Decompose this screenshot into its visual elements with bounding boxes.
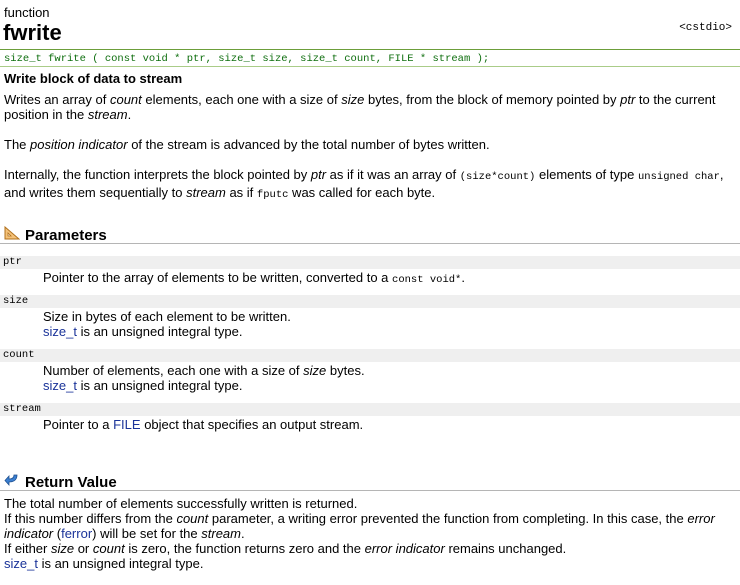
param-ref: count (109, 92, 142, 107)
text: If this number differs from the (4, 511, 177, 526)
parameters-heading (4, 226, 107, 244)
param-ref: count (176, 511, 209, 526)
text: Internally, the function interprets the block pointed by (4, 167, 311, 182)
section-divider (0, 490, 740, 491)
function-summary: Write block of data to stream (4, 71, 183, 86)
term: error indicator (364, 541, 445, 556)
text: is an unsigned integral type. (76, 324, 243, 339)
text: or (74, 541, 93, 556)
function-prototype: size_t fwrite ( const void * ptr, size_t size, size_t count, FILE * stream ); (4, 53, 490, 65)
section-title: Return Value (25, 473, 117, 491)
text: Size in bytes of each element to be written. (43, 309, 291, 324)
inline-code: (size*count) (459, 171, 536, 183)
text: as if it was an array of (326, 167, 460, 182)
triangle-ruler-icon (4, 226, 20, 244)
text: as if (225, 185, 257, 200)
text: ( (53, 526, 62, 541)
term: error indicator (4, 511, 715, 541)
text: The total number of elements successfully written is returned. (4, 496, 358, 511)
param-name-size: size (0, 295, 740, 308)
text: Pointer to a (43, 417, 114, 432)
param-desc-size (43, 309, 291, 339)
param-ref: ptr (620, 92, 636, 107)
term: position indicator (30, 137, 128, 152)
param-ref: size (303, 363, 327, 378)
return-value-heading (4, 473, 117, 491)
header-link[interactable]: <cstdio> (679, 22, 732, 34)
text: If either (4, 541, 51, 556)
param-name-ptr: ptr (0, 256, 740, 269)
title-divider (0, 49, 740, 50)
ferror-link[interactable]: ferror (61, 526, 93, 541)
param-ref: stream (201, 526, 241, 541)
description-paragraph (4, 137, 730, 152)
text: bytes, from the block of memory pointed by (364, 92, 621, 107)
text: Pointer to the array of elements to be written, converted to a (43, 270, 393, 285)
return-arrow-icon (4, 473, 20, 491)
section-divider (0, 243, 740, 244)
text: , and writes them sequentially to (4, 167, 724, 200)
text: object that specifies an output stream. (140, 417, 364, 432)
text: of the stream is advanced by the total number of bytes written. (127, 137, 490, 152)
param-name-stream: stream (0, 403, 740, 416)
param-name-count: count (0, 349, 740, 362)
description-paragraph (4, 92, 730, 122)
return-value-text (4, 496, 730, 571)
text: . (241, 526, 245, 541)
page-title: fwrite (3, 20, 62, 45)
param-ref: stream (186, 185, 226, 200)
text: is zero, the function returns zero and the (124, 541, 365, 556)
param-ref: count (92, 541, 125, 556)
prototype-divider (0, 66, 740, 67)
param-ref: stream (87, 107, 128, 122)
size-t-link[interactable]: size_t (43, 378, 77, 393)
size-t-link[interactable]: size_t (43, 324, 77, 339)
inline-code: fputc (256, 189, 289, 201)
text: ) will be set for the (92, 526, 202, 541)
section-title: Parameters (25, 226, 107, 244)
text: is an unsigned integral type. (76, 378, 243, 393)
inline-code: unsigned char (637, 171, 720, 183)
param-ref: size (50, 541, 75, 556)
description-paragraph (4, 167, 730, 203)
text: parameter, a writing error prevented the function from completing. In this case, the (208, 511, 688, 526)
text: to the current position in the (4, 92, 716, 122)
file-link[interactable]: FILE (113, 417, 141, 432)
param-ref: ptr (310, 167, 327, 182)
text: was called for each byte. (288, 185, 436, 200)
text: Writes an array of (4, 92, 110, 107)
param-ref: size (341, 92, 365, 107)
text: The (4, 137, 31, 152)
entity-kind: function (4, 5, 50, 20)
param-desc-ptr (43, 270, 465, 288)
text: remains unchanged. (444, 541, 567, 556)
text: . (127, 107, 132, 122)
size-t-link[interactable]: size_t (4, 556, 38, 571)
inline-code: const void* (392, 274, 462, 286)
param-desc-stream (43, 417, 363, 432)
text: Number of elements, each one with a size of (43, 363, 304, 378)
param-desc-count (43, 363, 365, 393)
text: is an unsigned integral type. (37, 556, 204, 571)
text: elements of type (535, 167, 638, 182)
text: bytes. (326, 363, 365, 378)
text: . (461, 270, 465, 285)
text: elements, each one with a size of (141, 92, 342, 107)
